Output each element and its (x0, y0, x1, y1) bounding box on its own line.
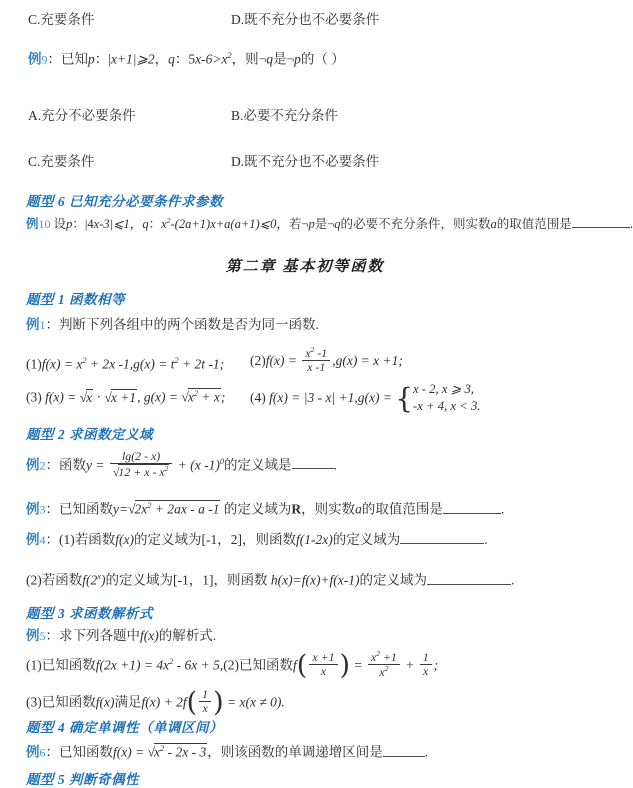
example-3-radical (128, 500, 220, 518)
example-3-answer-blank[interactable] (443, 513, 501, 514)
example-2-plus: + (x -1) (174, 457, 220, 473)
example-3-colon: ： (45, 501, 59, 517)
equation-1-3-gx: (x) = (150, 389, 182, 405)
example-6-rad-base: x (154, 744, 161, 760)
radical-sign-icon: √ (147, 744, 156, 760)
example-4-part-2-text-3: 的定义域为 (359, 572, 428, 588)
example-3-text-1: 已知函数 (59, 501, 113, 517)
equation-1-4-cases (413, 381, 481, 415)
equation-1-4-gx: (x) = (364, 390, 396, 406)
example-2-answer-blank[interactable] (292, 468, 334, 469)
equation-1-4-g: g (357, 390, 365, 406)
example-6-rad-tail: - 2x - 3 (164, 744, 207, 760)
equation-1-3-rad3-base: x (187, 389, 194, 405)
equation-5-2-arg-fraction (309, 651, 337, 678)
example-6-fx: (x) = (116, 744, 148, 760)
equation-1-3-rad3-tail: + x (198, 389, 220, 405)
example-5-line (26, 628, 216, 645)
radical-sign-icon: √ (112, 464, 120, 479)
example-10-q: q (142, 217, 149, 232)
example-4-number: 4 (39, 533, 46, 547)
equation-1-4-f: f (269, 390, 273, 406)
left-brace-icon: { (395, 381, 413, 415)
example-1-text: 判断下列各组中的两个函数是否为同一函数. (59, 317, 319, 332)
example-4-part-2-fx-base: (2 (86, 572, 98, 588)
example-3-a: a (355, 501, 362, 517)
example-3-text-4: 的取值范围是 (361, 501, 443, 517)
example-9-expr-q-b: x (221, 51, 228, 67)
example-6-line (26, 743, 428, 761)
example-9-p: p (88, 51, 95, 67)
equation-1-3-index: (3) (26, 389, 46, 405)
radical-sign-icon: √ (79, 389, 88, 405)
example-2-den-exp: 2 (164, 464, 169, 474)
example-10-expr-p: x-3|⩽1 (93, 217, 130, 232)
equation-1-4-fx: (x) = |3 - x| +1, (272, 390, 358, 406)
equation-5-3-fx1: (x) (99, 694, 115, 710)
equation-5-3-tail: = x(x ≠ 0). (223, 694, 285, 710)
example-10-p: p (66, 217, 73, 232)
example-6-colon: ： (45, 744, 59, 760)
example-2-fraction-numerator: lg(2 - x) (121, 449, 161, 464)
example-2-den-base: 12 + x - x (118, 464, 165, 479)
equation-5-2-arg-numerator: x +1 (312, 650, 335, 665)
example-4-part-2-tail: . (511, 572, 515, 588)
equation-5-1-expr: (2x +1) = 4x (99, 657, 170, 673)
equation-1-1 (26, 356, 224, 373)
example-4-part-1-f: f (115, 532, 120, 547)
example-10-q-base: x (161, 217, 167, 232)
example-4-part-2-index: (2) (26, 572, 42, 588)
example-3-rad-exp: 2 (147, 501, 152, 510)
equation-1-1-f-exp: 2 (82, 356, 87, 365)
example-9-number: 9 (41, 52, 48, 67)
example-9-q2: q (266, 51, 273, 67)
equation-5-2-rnum-exp: 2 (376, 649, 380, 659)
example-5-text-2: 的解析式. (158, 628, 217, 643)
example-9-sep-1: ：| (94, 51, 111, 67)
equation-5-2-last-numerator: 1 (422, 650, 429, 665)
equation-1-3-g: g (143, 389, 151, 405)
equation-1-2-fraction-numerator (302, 346, 330, 360)
example-10-text-3: 的必要不充分条件，则实数 (340, 217, 491, 232)
example-4-line-1 (26, 532, 488, 549)
equation-5-3-arg-denominator: x (199, 701, 211, 715)
example-9-line (28, 51, 345, 68)
option-d-top: D.既不充分也不必要条件 (231, 12, 380, 27)
equation-1-1-index: (1) (26, 356, 42, 372)
equation-5-1-exp: 2 (169, 656, 174, 666)
left-paren-icon: ( (186, 686, 198, 718)
example-3-text-3: ，则实数 (301, 501, 356, 517)
radical-sign-icon: √ (104, 389, 112, 405)
example-5-colon: ： (45, 628, 59, 643)
example-9-expr-q-a: x-6> (195, 51, 222, 67)
equation-5-3-index: (3) (26, 694, 42, 710)
example-4-part-2-hx: (x)=f(x)+f(x-1) (277, 572, 360, 588)
example-1-line (26, 317, 319, 334)
equation-5-3 (26, 686, 285, 718)
equation-1-4-case-2: -x + 4, x < 3. (412, 399, 481, 414)
example-9-text-2: 是¬ (273, 51, 295, 67)
example-4-label: 例 (26, 532, 40, 547)
equation-1-1-g-exp: 2 (174, 356, 179, 365)
equation-1-3-rad1-body: x (86, 389, 93, 405)
equation-1-2-num-base: x (305, 346, 311, 361)
example-9-q: q (168, 51, 175, 67)
example-10-label: 例 (26, 217, 39, 232)
heading-topic-3: 题型 3 求函数解析式 (26, 606, 153, 621)
equation-1-2-g: g (335, 352, 343, 368)
equation-5-3-f1: f (95, 694, 100, 710)
example-10-a: a (490, 217, 497, 232)
example-4-part-2-h: h (270, 572, 278, 588)
example-4-part-2-text-2: 的定义域为[-1，1]，则函数 (105, 572, 271, 588)
example-2-colon: ： (45, 457, 59, 473)
radical-sign-icon: √ (181, 389, 189, 405)
example-4-part-1-text-2: 的定义域为[-1，2]，则函数 (134, 532, 296, 547)
equation-1-1-g: g (133, 356, 140, 372)
example-4-part-2-text-1: 若函数 (41, 572, 83, 588)
example-3-text-2: 的定义域为 (220, 501, 292, 517)
equation-1-3-rad2-body: x +1 (110, 389, 137, 405)
example-9-text-1: 已知 (61, 51, 88, 67)
example-3-rad-tail: + 2ax - a -1 (151, 501, 220, 517)
equation-1-4-piecewise (395, 381, 480, 415)
example-6-text-2: ，则该函数的单调递增区间是 (207, 744, 383, 760)
example-4-colon: ： (45, 532, 59, 547)
example-6-rad-body (154, 743, 207, 761)
equation-1-2-index: (2) (250, 352, 266, 368)
right-paren-icon: ) (339, 649, 351, 681)
example-2-text-2: 的定义域是 (224, 457, 292, 473)
example-6-f: f (113, 744, 117, 760)
equation-1-1-f: f (41, 356, 46, 372)
example-2-number: 2 (39, 458, 46, 473)
example-5-fx: (x) (143, 628, 159, 643)
equation-5-2-index: (2) (223, 657, 240, 673)
example-6-number: 6 (39, 745, 46, 760)
equation-5-2-right-numerator (368, 650, 400, 664)
example-10-comma-2: ，若¬ (276, 217, 309, 232)
equation-1-4 (250, 382, 480, 416)
equation-5-2-rnum-base: x (370, 650, 377, 665)
example-10-text-4: 的取值范围是 (496, 217, 572, 232)
example-9-answer-parens: （ ） (314, 51, 345, 67)
equation-5-1-tail: - 6x + 5, (173, 657, 224, 673)
example-2-y: y (86, 457, 92, 473)
equation-1-3-fx: (x) = (48, 389, 80, 405)
example-4-part-1-tail: . (484, 532, 488, 547)
example-10-q-exp: 2 (166, 216, 171, 225)
example-9-p2: p (294, 51, 301, 67)
equation-1-2-gx: (x) = x +1; (342, 352, 403, 368)
equation-5-2-plus: + (401, 657, 418, 673)
equation-5-3-fx2: (x) + 2 (145, 694, 183, 710)
example-3-number: 3 (39, 502, 46, 517)
example-4-part-1-fx2: (1-2x) (299, 532, 333, 547)
equation-1-1-gtail: + 2t -1; (178, 356, 225, 372)
equation-5-3-arg-numerator: 1 (202, 687, 209, 702)
equation-5-2-eq: = (350, 657, 366, 673)
example-4-part-2-fx-tail: ) (100, 572, 106, 588)
equation-1-3 (26, 388, 225, 406)
equation-5-2-right-fraction (368, 650, 400, 679)
example-10-text-1: 设 (53, 217, 67, 232)
example-10-tail: . (629, 217, 633, 232)
example-6-rad-exp: 2 (160, 744, 165, 753)
equation-5-combined (26, 649, 439, 681)
equation-1-3-rad3-exp: 2 (193, 389, 199, 398)
example-9-expr-p: x+1|⩾2 (110, 51, 155, 67)
example-10-number: 10 (38, 217, 51, 232)
example-3-line (26, 500, 504, 518)
equation-5-2-text: 已知函数 (239, 657, 294, 673)
equation-1-3-radical-3 (181, 388, 220, 406)
example-3-rad-base: 2x (134, 501, 148, 517)
example-10-comma-1: ， (129, 217, 143, 232)
equation-5-2-rnum-tail: +1 (379, 650, 397, 665)
example-9-label: 例 (28, 51, 42, 67)
example-4-part-2-answer-blank[interactable] (427, 584, 511, 585)
example-2-tail: . (333, 457, 337, 473)
example-2-line (26, 449, 337, 481)
equation-1-2 (250, 345, 403, 376)
equation-5-1-f: f (95, 657, 100, 673)
equation-1-4-case-1: x - 2, x ⩾ 3, (412, 382, 474, 397)
right-paren-icon: ) (213, 686, 224, 718)
equation-1-2-fraction-denominator: x -1 (302, 360, 330, 374)
equation-1-2-num-exp: 2 (310, 345, 315, 355)
equation-5-2-last-denominator: x (420, 664, 432, 678)
equation-1-1-fmid: + 2x -1, (86, 356, 134, 372)
equation-5-2-rden-exp: 2 (384, 663, 389, 673)
option-a-9: A.充分不必要条件 (28, 108, 136, 123)
example-3-eq: = (119, 501, 129, 517)
equation-5-2-tail: ; (433, 657, 439, 673)
example-6-tail: . (424, 744, 429, 760)
equation-1-3-mid: , (137, 389, 144, 405)
example-4-part-1-index: (1) (59, 532, 75, 547)
example-1-colon: ： (45, 317, 59, 332)
equation-1-3-f: f (45, 389, 49, 405)
example-10-answer-blank[interactable] (572, 227, 630, 228)
example-4-part-1-text-1: 若函数 (74, 532, 116, 547)
heading-topic-2: 题型 2 求函数定义域 (26, 427, 153, 442)
equation-5-2-last-fraction (420, 651, 432, 678)
equation-5-3-text-1: 已知函数 (41, 694, 96, 710)
option-c-top: C.充要条件 (28, 12, 95, 27)
example-5-number: 5 (39, 629, 46, 643)
example-9-comma-2: ，则¬ (231, 51, 267, 67)
example-2-plus-exp: 0 (219, 456, 225, 466)
equation-1-2-f: f (265, 352, 270, 368)
example-10-text-2: 是¬ (314, 217, 335, 232)
equation-1-2-fraction (302, 346, 330, 374)
example-2-fraction (110, 450, 172, 479)
option-c-9: C.充要条件 (28, 154, 95, 169)
example-2-label: 例 (26, 457, 40, 473)
example-6-answer-blank[interactable] (383, 756, 425, 757)
equation-1-3-dot: · (93, 389, 105, 405)
example-3-rad-body (135, 500, 221, 518)
example-10-sep-2: ： (148, 217, 162, 232)
equation-5-3-arg-fraction (199, 688, 211, 715)
equation-5-3-f2: f (141, 694, 146, 710)
example-10-sep-1: ：|4 (72, 217, 94, 232)
equation-1-3-radical-1 (80, 389, 93, 407)
chapter-title: 第二章 基本初等函数 (225, 259, 385, 275)
example-9-text-3: 的 (300, 51, 315, 67)
example-2-fraction-denominator (110, 463, 172, 479)
example-10-q2: q (334, 217, 341, 232)
equation-1-2-comma: , (332, 352, 336, 368)
equation-5-2-arg-denominator: x (309, 664, 337, 678)
example-9-expr-q-exp: 2 (227, 51, 232, 60)
example-5-f: f (140, 628, 144, 643)
option-b-9: B.必要不充分条件 (231, 108, 338, 123)
equation-5-2-f: f (293, 657, 297, 673)
equation-5-2-right-denominator (368, 664, 400, 679)
equation-1-1-fx: (x) = x (45, 356, 83, 372)
equation-5-2-rden-base: x (379, 664, 385, 679)
example-2-eq: = (92, 457, 108, 473)
equation-5-1-index: (1) (26, 657, 42, 673)
equation-1-1-gx: (x) = t (139, 356, 175, 372)
equation-1-2-fx: (x) = (269, 352, 301, 368)
equation-5-3-f3: f (182, 694, 187, 710)
example-4-line-2 (26, 572, 514, 589)
example-1-number: 1 (39, 318, 46, 332)
heading-topic-1: 题型 1 函数相等 (26, 292, 125, 307)
option-d-9: D.既不充分也不必要条件 (231, 154, 380, 169)
example-6-label: 例 (26, 744, 40, 760)
equation-1-4-index: (4) (250, 390, 270, 406)
example-4-part-1-answer-blank[interactable] (400, 543, 484, 544)
heading-topic-5: 题型 5 判断奇偶性 (26, 772, 139, 787)
example-10-q-rest: -(2a+1)x+a(a+1)⩽0 (170, 217, 277, 232)
example-6-radical (148, 743, 208, 761)
example-9-sep-2: ：5 (174, 51, 196, 67)
example-9-comma-1: ， (154, 51, 169, 67)
example-3-y: y (113, 501, 119, 517)
example-4-part-1-fx: (x) (119, 532, 134, 547)
example-10-line (26, 216, 633, 233)
example-2-text-1: 函数 (59, 457, 86, 473)
equation-1-3-rad3-body (188, 388, 221, 406)
example-2-denominator-radical (113, 464, 169, 479)
example-4-part-2-fx-exp: x (97, 572, 101, 581)
example-6-text-1: 已知函数 (59, 744, 113, 760)
example-4-part-1-text-3: 的定义域为 (332, 532, 401, 547)
example-4-part-1-f2: f (296, 532, 300, 547)
equation-1-2-num-tail: -1 (314, 346, 328, 361)
heading-topic-4: 题型 4 确定单调性（单调区间） (26, 720, 223, 735)
equation-1-3-tail: ; (220, 389, 226, 405)
example-9-colon: ： (47, 51, 61, 67)
radical-sign-icon: √ (128, 501, 136, 517)
equation-5-1-text: 已知函数 (41, 657, 96, 673)
equation-1-3-radical-2 (104, 389, 137, 407)
left-paren-icon: ( (296, 649, 308, 681)
example-1-label: 例 (26, 317, 40, 332)
example-5-text: 求下列各题中 (59, 628, 140, 643)
example-4-part-2-f: f (82, 572, 87, 588)
example-10-p2: p (308, 217, 315, 232)
example-3-R: R (291, 501, 302, 517)
example-3-label: 例 (26, 501, 40, 517)
example-2-rad-body (118, 464, 169, 479)
example-5-label: 例 (26, 628, 40, 643)
heading-topic-6: 题型 6 已知充分必要条件求参数 (26, 194, 223, 209)
equation-5-3-text-2: 满足 (114, 694, 142, 710)
example-3-tail: . (500, 501, 505, 517)
